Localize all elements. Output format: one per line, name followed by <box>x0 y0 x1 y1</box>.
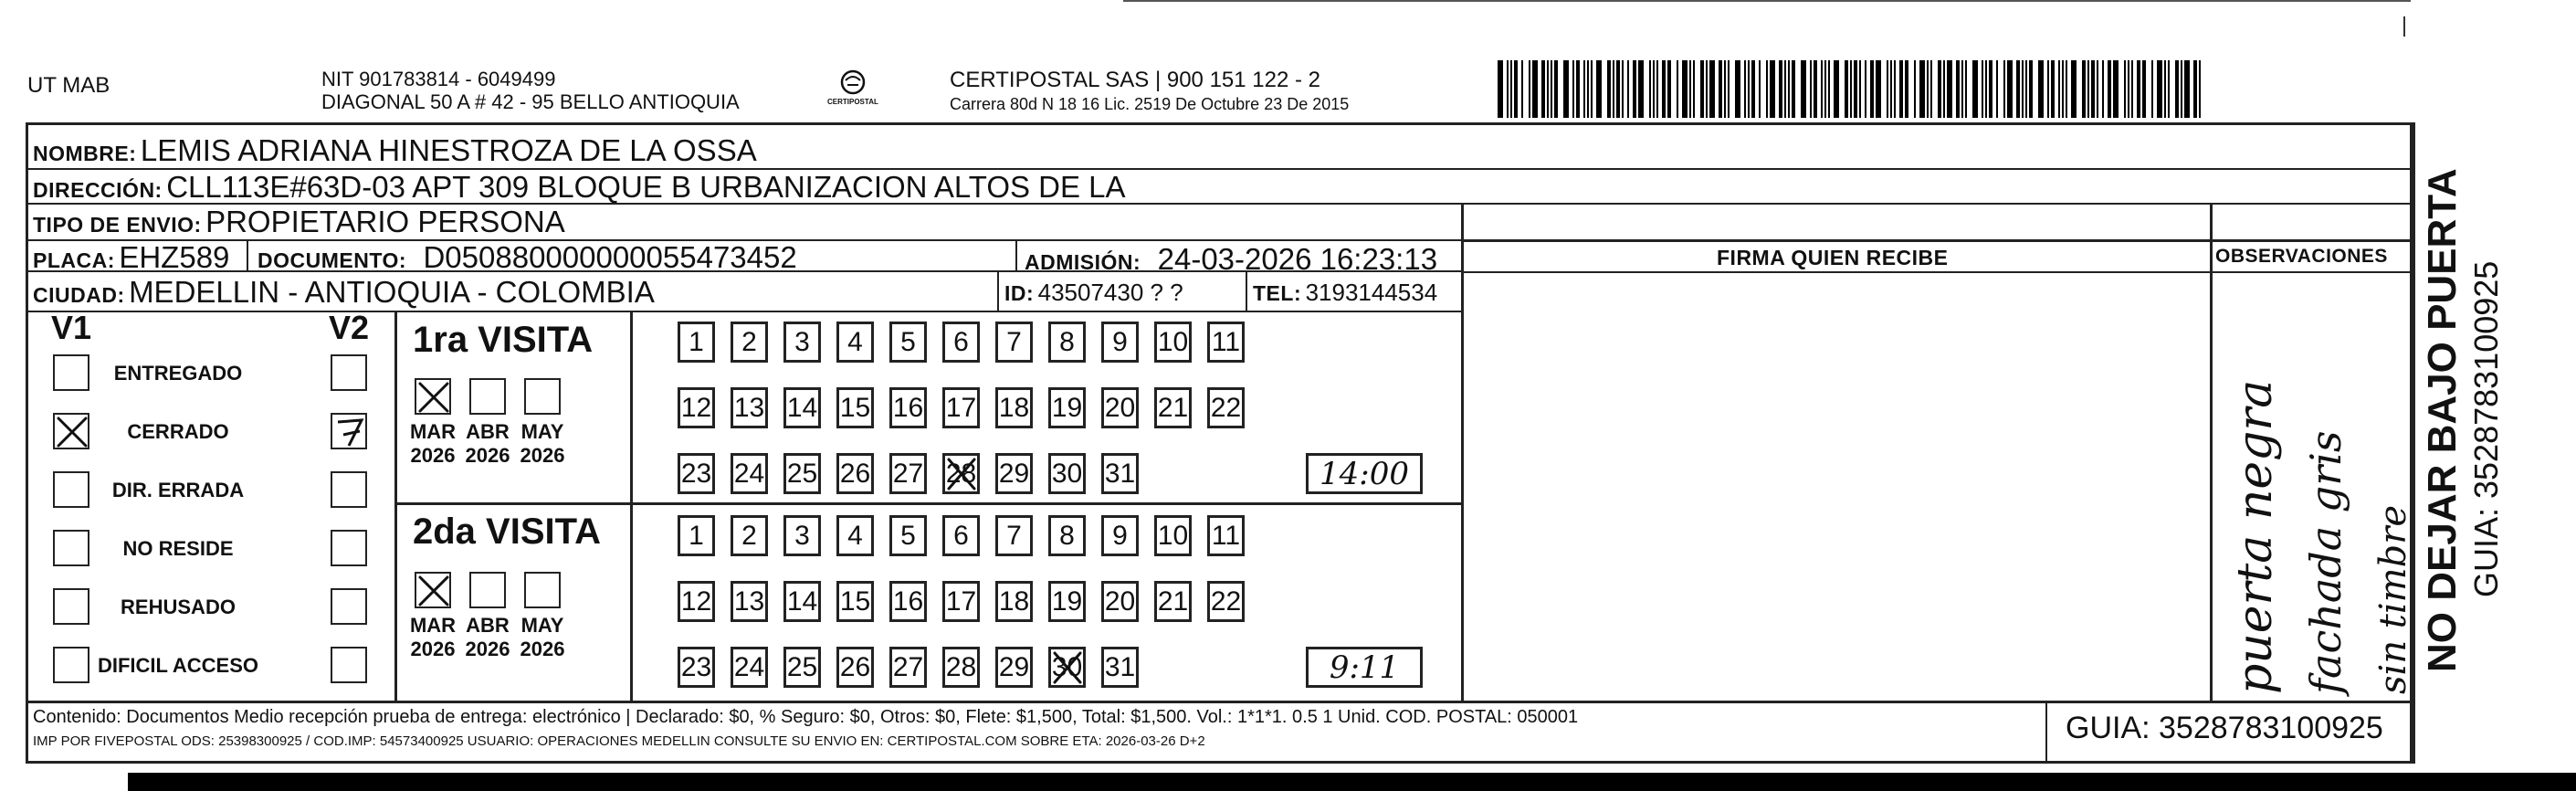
barcode-bar <box>1865 60 1866 118</box>
barcode-bar <box>1972 60 1978 118</box>
day-box[interactable]: 17 <box>942 387 980 428</box>
barcode-bar <box>2151 60 2153 118</box>
rule <box>394 311 397 701</box>
barcode-bar <box>1554 60 1558 118</box>
barcode-bar <box>1627 60 1629 118</box>
barcode-bar <box>1828 60 1830 118</box>
day-box[interactable]: 23 <box>678 647 715 688</box>
id-value: 43507430 ? ? <box>1037 279 1183 306</box>
barcode-bar <box>1810 60 1812 118</box>
barcode-bar <box>2058 60 2060 118</box>
barcode-bar <box>1927 60 1929 118</box>
barcode-bar <box>2047 60 2049 118</box>
month-name: ABR <box>466 420 510 443</box>
day-box[interactable]: 5 <box>889 515 927 556</box>
documento-label: DOCUMENTO: <box>258 248 407 272</box>
day-box[interactable]: 27 <box>889 453 927 494</box>
barcode-bar <box>1905 60 1908 118</box>
barcode-bar <box>2157 60 2162 118</box>
header-address: DIAGONAL 50 A # 42 - 95 BELLO ANTIOQUIA <box>321 90 740 113</box>
day-box[interactable]: 21 <box>1154 387 1192 428</box>
month-year: 2026 <box>410 638 456 660</box>
barcode-bar <box>2142 60 2146 118</box>
barcode-bar <box>2062 60 2064 118</box>
v2-label: V2 <box>329 309 370 346</box>
day-box[interactable]: 30 <box>1048 453 1086 494</box>
tel-label: TEL: <box>1253 281 1302 305</box>
rule <box>1461 203 1464 701</box>
header-company: CERTIPOSTAL SAS | 900 151 122 - 2 <box>950 68 1320 92</box>
barcode-bar <box>2137 60 2140 118</box>
barcode-bar <box>1956 60 1960 118</box>
status-label: NO RESIDE <box>122 537 234 560</box>
placa-value: EHZ589 <box>119 240 230 274</box>
barcode-bar <box>1801 60 1806 118</box>
rule <box>1461 239 2413 242</box>
rule <box>997 270 999 311</box>
day-box[interactable]: 19 <box>1048 387 1086 428</box>
barcode-bar <box>1541 60 1545 118</box>
barcode-bar <box>1735 60 1740 118</box>
barcode-bar <box>1961 60 1963 118</box>
no-dejar-bajo-puerta: NO DEJAR BAJO PUERTA <box>2420 168 2465 672</box>
day-box[interactable]: 13 <box>731 581 768 622</box>
day-box[interactable]: 10 <box>1154 322 1192 363</box>
barcode-bar <box>1521 60 1523 118</box>
observaciones-label: OBSERVACIONES <box>2215 246 2388 267</box>
barcode-bar <box>2113 60 2119 118</box>
documento-value: D050880000000055473452 <box>423 240 797 274</box>
barcode-bar <box>1607 60 1611 118</box>
barcode-bar <box>2199 60 2201 118</box>
barcode-bar <box>1662 60 1666 118</box>
barcode-bar <box>1859 60 1861 118</box>
barcode-bar <box>1814 60 1817 118</box>
placa-row <box>33 240 229 275</box>
day-box[interactable]: 15 <box>836 581 874 622</box>
barcode-bar <box>1845 60 1848 118</box>
obs-handwriting-3: sin timbre <box>2372 505 2414 694</box>
day-box[interactable]: 2 <box>731 515 768 556</box>
day-box[interactable]: 22 <box>1207 581 1245 622</box>
barcode-bar <box>1719 60 1722 118</box>
barcode-bar <box>1706 60 1708 118</box>
barcode-bar <box>1759 60 1761 118</box>
rule <box>630 311 633 701</box>
side-guia: GUIA: 3528783100925 <box>2467 260 2505 597</box>
day-box[interactable]: 26 <box>836 647 874 688</box>
barcode-bar <box>1792 60 1795 118</box>
v1-label: V1 <box>51 309 92 346</box>
barcode-bar <box>1919 60 1925 118</box>
barcode-bar <box>2097 60 2098 118</box>
month-label <box>460 614 515 661</box>
month-checkbox[interactable] <box>415 378 451 415</box>
month-checkbox[interactable] <box>415 572 451 608</box>
barcode-bar <box>1622 60 1624 118</box>
barcode-bar <box>1510 60 1512 118</box>
ciudad-label: CIUDAD: <box>33 283 125 307</box>
day-box[interactable]: 3 <box>783 515 821 556</box>
barcode-bar <box>1890 60 1892 118</box>
scan-edge-mark <box>2403 16 2405 37</box>
day-box[interactable]: 9 <box>1101 515 1139 556</box>
day-box[interactable]: 22 <box>1207 387 1245 428</box>
rule <box>2045 701 2047 764</box>
bottom-band <box>128 773 2576 791</box>
barcode-bar <box>2022 60 2024 118</box>
admision-value: 24-03-2026 16:23:13 <box>1157 242 1438 276</box>
barcode-bar <box>1596 60 1602 118</box>
barcode-bar <box>1572 60 1574 118</box>
tipo-value: PROPIETARIO PERSONA <box>205 205 565 238</box>
month-label <box>405 614 460 661</box>
day-box[interactable]: 1 <box>678 322 715 363</box>
barcode-bar <box>2091 60 2095 118</box>
day-box[interactable]: 23 <box>678 453 715 494</box>
status-label: ENTREGADO <box>113 362 243 385</box>
barcode-bar <box>2016 60 2020 118</box>
day-box[interactable]: 5 <box>889 322 927 363</box>
rule <box>2210 203 2213 701</box>
barcode-bar <box>1834 60 1839 118</box>
footer-contenido: Contenido: Documentos Medio recepción prueba de entrega: electrónico | Declarado: $0, % Seguro: $0, Otros: $0, Flete: $1,500, Total: $1,500. Vol.: 1*1*1. 0.5 1 Unid. COD. POSTAL: 050001 <box>33 707 1579 727</box>
obs-handwriting-1: puerta negra <box>2228 379 2283 694</box>
barcode-bar <box>1682 60 1688 118</box>
day-box[interactable]: 3 <box>783 322 821 363</box>
barcode-bar <box>2071 60 2077 118</box>
barcode-bar <box>1677 60 1678 118</box>
barcode-bar <box>1587 60 1589 118</box>
barcode-bar <box>1989 60 1992 118</box>
ciudad-row <box>33 275 655 310</box>
barcode-bar <box>1709 60 1715 118</box>
barcode-bar <box>2025 60 2027 118</box>
nombre-label: NOMBRE: <box>33 142 137 165</box>
month-year: 2026 <box>520 638 565 660</box>
v2-checkbox[interactable] <box>331 413 367 449</box>
tel-row <box>1253 279 1437 307</box>
day-box[interactable]: 17 <box>942 581 980 622</box>
barcode-bar <box>1563 60 1569 118</box>
direccion-row <box>33 170 1126 205</box>
day-box[interactable]: 11 <box>1207 515 1245 556</box>
barcode-bar <box>2038 60 2044 118</box>
month-checkbox[interactable] <box>469 378 506 415</box>
ciudad-value: MEDELLIN - ANTIOQUIA - COLOMBIA <box>129 275 655 309</box>
month-checkbox[interactable] <box>524 378 561 415</box>
v2-checkbox[interactable] <box>331 588 367 625</box>
barcode-bar <box>1784 60 1786 118</box>
month-label <box>515 614 570 661</box>
day-box[interactable]: 10 <box>1154 515 1192 556</box>
barcode-bar <box>1930 60 1932 118</box>
day-box[interactable]: 7 <box>995 515 1033 556</box>
barcode-bar <box>1821 60 1823 118</box>
barcode-bar <box>1943 60 1945 118</box>
day-box[interactable]: 14 <box>783 581 821 622</box>
barcode-bar <box>1507 60 1509 118</box>
day-box[interactable]: 31 <box>1101 647 1139 688</box>
barcode-bar <box>1613 60 1614 118</box>
visit-time-box[interactable]: 9:11 <box>1306 647 1423 688</box>
day-box[interactable]: 25 <box>783 453 821 494</box>
day-box[interactable]: 8 <box>1048 322 1086 363</box>
day-box[interactable]: 20 <box>1101 581 1139 622</box>
id-row <box>1004 279 1183 307</box>
barcode-bar <box>1591 60 1593 118</box>
barcode-bar <box>1547 60 1549 118</box>
barcode-bar <box>2184 60 2190 118</box>
barcode-bar <box>1982 60 1983 118</box>
header-ut: UT MAB <box>27 73 110 98</box>
barcode-bar <box>1728 60 1730 118</box>
month-year: 2026 <box>465 638 510 660</box>
barcode-bar <box>1938 60 1941 118</box>
barcode-bar <box>1887 60 1888 118</box>
day-box[interactable]: 8 <box>1048 515 1086 556</box>
barcode-bar <box>1724 60 1726 118</box>
barcode-bar <box>2175 60 2179 118</box>
nombre-row <box>33 133 757 168</box>
barcode-bar <box>2003 60 2005 118</box>
documento-row <box>258 240 797 275</box>
status-label: CERRADO <box>127 420 229 443</box>
admision-label: ADMISIÓN: <box>1025 250 1141 274</box>
day-box[interactable]: 4 <box>836 322 874 363</box>
rule <box>1461 271 2413 273</box>
barcode-bar <box>2007 60 2013 118</box>
barcode-bar <box>1693 60 1695 118</box>
barcode-bar <box>1616 60 1620 118</box>
barcode-bar <box>1870 60 1874 118</box>
header-company-address: Carrera 80d N 18 16 Lic. 2519 De Octubre 23 De 2015 <box>950 95 1350 113</box>
status-label: REHUSADO <box>121 596 236 618</box>
second-visit-label: 2da VISITA <box>413 512 601 552</box>
barcode-bar <box>1649 60 1651 118</box>
status-label: DIR. ERRADA <box>111 479 245 501</box>
tipo-label: TIPO DE ENVIO: <box>33 213 202 237</box>
month-label <box>405 420 460 468</box>
day-box[interactable] <box>1048 647 1086 688</box>
barcode-bar <box>2051 60 2055 118</box>
barcode-bar <box>1667 60 1671 118</box>
direccion-label: DIRECCIÓN: <box>33 178 163 202</box>
barcode-bar <box>1748 60 1750 118</box>
day-box[interactable]: 24 <box>731 453 768 494</box>
firma-label: FIRMA QUIEN RECIBE <box>1717 246 1949 269</box>
admision-row <box>1025 242 1437 277</box>
nombre-value: LEMIS ADRIANA HINESTROZA DE LA OSSA <box>140 133 757 167</box>
barcode-bar <box>1689 60 1691 118</box>
barcode-bar <box>1996 60 1998 118</box>
header-nit: NIT 901783814 - 6049499 <box>321 68 556 90</box>
first-visit-label: 1ra VISITA <box>413 320 594 360</box>
barcode-bar <box>2168 60 2170 118</box>
barcode-bar <box>1532 60 1538 118</box>
day-box[interactable]: 9 <box>1101 322 1139 363</box>
rule <box>394 502 1461 505</box>
day-number: 28 <box>945 458 977 489</box>
day-box[interactable]: 1 <box>678 515 715 556</box>
footer-guia: GUIA: 3528783100925 <box>2066 711 2383 745</box>
barcode-bar <box>1551 60 1552 118</box>
barcode-bar <box>1583 60 1585 118</box>
month-year: 2026 <box>410 444 456 467</box>
day-box[interactable]: 18 <box>995 387 1033 428</box>
day-box[interactable]: 29 <box>995 647 1033 688</box>
day-box[interactable]: 18 <box>995 581 1033 622</box>
day-box[interactable]: 20 <box>1101 387 1139 428</box>
certipostal-logo <box>829 69 877 111</box>
direccion-value: CLL113E#63D-03 APT 309 BLOQUE B URBANIZACION ALTOS DE LA <box>166 170 1126 204</box>
day-box[interactable] <box>942 453 980 494</box>
barcode-bar <box>2128 60 2129 118</box>
day-box[interactable]: 29 <box>995 453 1033 494</box>
day-box[interactable]: 26 <box>836 453 874 494</box>
tel-value: 3193144534 <box>1305 279 1438 306</box>
day-box[interactable]: 16 <box>889 387 927 428</box>
barcode-bar <box>1576 60 1580 118</box>
day-box[interactable]: 11 <box>1207 322 1245 363</box>
day-box[interactable]: 21 <box>1154 581 1192 622</box>
month-name: MAY <box>520 420 564 443</box>
day-box[interactable]: 4 <box>836 515 874 556</box>
day-box[interactable]: 6 <box>942 515 980 556</box>
day-box[interactable]: 27 <box>889 647 927 688</box>
month-year: 2026 <box>465 444 510 467</box>
logo-text: CERTIPOSTAL <box>827 98 878 106</box>
barcode-bar <box>1850 60 1852 118</box>
obs-handwriting-2: fachada gris <box>2301 430 2350 694</box>
barcode-bar <box>1788 60 1790 118</box>
month-checkbox[interactable] <box>524 572 561 608</box>
v2-checkbox[interactable] <box>331 647 367 683</box>
rule <box>26 701 2413 703</box>
barcode-bar <box>1638 60 1644 118</box>
v2-checkbox[interactable] <box>331 530 367 566</box>
day-box[interactable]: 28 <box>942 647 980 688</box>
barcode-bar <box>1700 60 1704 118</box>
footer-imp: IMP POR FIVEPOSTAL ODS: 25398300925 / COD.IMP: 54573400925 USUARIO: OPERACIONES MEDELLIN CONSULTE SU ENVIO EN: CERTIPOSTAL.COM SOBRE ETA: 2026-03-26 D+2 <box>33 733 1205 749</box>
day-box[interactable]: 7 <box>995 322 1033 363</box>
month-name: ABR <box>466 614 510 637</box>
barcode-bar <box>1751 60 1755 118</box>
status-label: DIFICIL ACCESO <box>97 654 258 677</box>
barcode-bar <box>1770 60 1775 118</box>
barcode-bar <box>2108 60 2111 118</box>
day-box[interactable]: 19 <box>1048 581 1086 622</box>
barcode-bar <box>1653 60 1655 118</box>
barcode-bar <box>1633 60 1636 118</box>
month-label <box>515 420 570 468</box>
scan-edge-line <box>1123 0 2411 2</box>
barcode-bar <box>2181 60 2182 118</box>
visit-time-box[interactable]: 14:00 <box>1306 453 1423 494</box>
day-box[interactable]: 14 <box>783 387 821 428</box>
barcode-bar <box>1876 60 1881 118</box>
v2-checkbox[interactable] <box>331 471 367 508</box>
day-box[interactable]: 31 <box>1101 453 1139 494</box>
barcode-bar <box>2164 60 2166 118</box>
barcode-bar <box>2124 60 2126 118</box>
barcode-bar <box>1529 60 1530 118</box>
barcode-bar <box>2029 60 2033 118</box>
barcode-bar <box>1498 60 1503 118</box>
rule <box>1015 239 1017 270</box>
barcode-bar <box>1766 60 1768 118</box>
day-box[interactable]: 24 <box>731 647 768 688</box>
barcode-bar <box>2102 60 2104 118</box>
barcode-bar <box>1779 60 1782 118</box>
month-name: MAR <box>409 614 457 637</box>
barcode-bar <box>1514 60 1518 118</box>
month-name: MAR <box>409 420 457 443</box>
barcode <box>1498 60 2208 118</box>
barcode-bar <box>1744 60 1746 118</box>
day-box[interactable]: 12 <box>678 387 715 428</box>
barcode-bar <box>1914 60 1916 118</box>
barcode-bar <box>1899 60 1903 118</box>
barcode-bar <box>1656 60 1658 118</box>
v2-checkbox[interactable] <box>331 354 367 391</box>
month-year: 2026 <box>520 444 565 467</box>
day-box[interactable]: 16 <box>889 581 927 622</box>
day-box[interactable]: 25 <box>783 647 821 688</box>
month-name: MAY <box>520 614 564 637</box>
day-box[interactable]: 12 <box>678 581 715 622</box>
rule <box>26 311 1461 312</box>
barcode-bar <box>2082 60 2086 118</box>
tipo-row <box>33 205 565 239</box>
barcode-bar <box>2131 60 2133 118</box>
barcode-bar <box>1854 60 1857 118</box>
barcode-bar <box>1985 60 1987 118</box>
barcode-bar <box>1947 60 1952 118</box>
barcode-bar <box>2193 60 2197 118</box>
month-label <box>460 420 515 468</box>
day-box[interactable]: 15 <box>836 387 874 428</box>
rule <box>247 239 248 270</box>
barcode-bar <box>1894 60 1896 118</box>
barcode-bar <box>1965 60 1967 118</box>
barcode-bar <box>1824 60 1826 118</box>
day-box[interactable]: 2 <box>731 322 768 363</box>
day-box[interactable]: 6 <box>942 322 980 363</box>
day-number: 30 <box>1051 651 1083 682</box>
id-label: ID: <box>1004 281 1035 305</box>
day-box[interactable]: 13 <box>731 387 768 428</box>
barcode-bar <box>2066 60 2067 118</box>
month-checkbox[interactable] <box>469 572 506 608</box>
barcode-bar <box>2087 60 2089 118</box>
placa-label: PLACA: <box>33 248 115 272</box>
